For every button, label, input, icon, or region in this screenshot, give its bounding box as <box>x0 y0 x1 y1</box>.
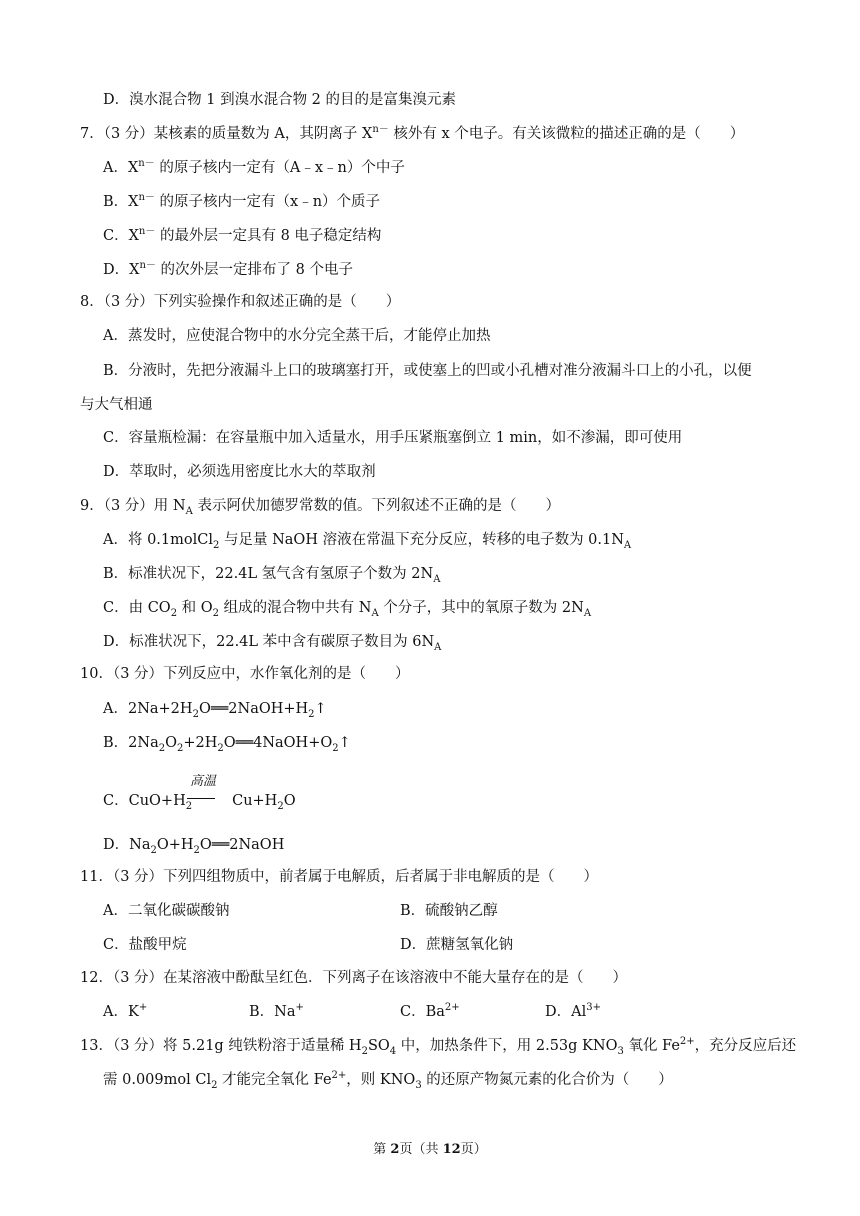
subscript: 2 <box>277 800 284 812</box>
total-pages: 12 <box>442 1142 461 1157</box>
question-9 <box>80 496 560 516</box>
text: O+H <box>156 837 194 853</box>
text: 表示阿伏加德罗常数的值。下列叙述不正确的是（ ） <box>192 498 560 514</box>
subscript: A <box>185 505 193 517</box>
text: SO <box>367 1038 390 1054</box>
q7-option-c <box>103 226 381 246</box>
q6-option-d <box>103 90 456 110</box>
text: 的次外层一定排布了 8 个电子 <box>155 262 353 278</box>
subscript: 2 <box>150 844 157 856</box>
q7-option-d <box>103 260 353 280</box>
question-10 <box>80 664 410 684</box>
superscript: + <box>295 1002 304 1014</box>
text: 中，加热条件下，用 2.53g KNO <box>396 1038 618 1054</box>
q8-option-b-cont <box>80 395 153 415</box>
footer-text: 页） <box>460 1142 487 1157</box>
superscript: 2+ <box>331 1070 347 1082</box>
text: O══2NaOH+H <box>198 701 309 717</box>
text: D．Al <box>545 1004 587 1020</box>
q8-option-b <box>103 361 752 381</box>
text: 需 0.009mol Cl <box>103 1072 212 1088</box>
text: 9．（3 分）用 N <box>80 498 186 514</box>
text: 的原子核内一定有（x﹣n）个质子 <box>154 194 381 210</box>
q9-option-d <box>103 632 441 652</box>
subscript: A <box>583 607 592 619</box>
text: 8．（3 分）下列实验操作和叙述正确的是（ ） <box>80 294 401 310</box>
text: B．Na <box>249 1004 296 1020</box>
text: +2H <box>183 735 218 751</box>
text: B．X <box>103 194 139 210</box>
q9-option-b <box>103 564 440 584</box>
text: B．硫酸钠乙醇 <box>400 903 498 919</box>
page-number: 2 <box>390 1142 400 1157</box>
q9-option-a <box>103 530 631 550</box>
subscript: 2 <box>212 607 220 619</box>
text: 的原子核内一定有（A﹣x﹣n）个中子 <box>154 160 405 176</box>
text: A．二氧化碳碳酸钠 <box>103 903 230 919</box>
superscript: 2+ <box>444 1002 460 1014</box>
text: ↑ <box>338 735 351 751</box>
text: C．由 CO <box>103 600 171 616</box>
text: 的最外层一定具有 8 电子稳定结构 <box>155 228 382 244</box>
text: 与大气相通 <box>80 397 153 413</box>
text: 核外有 x 个电子。有关该微粒的描述正确的是（ ） <box>388 126 745 142</box>
subscript: 2 <box>213 539 220 551</box>
subscript: 2 <box>361 1045 368 1057</box>
q9-option-c <box>103 598 591 618</box>
subscript: 2 <box>308 708 315 720</box>
text: B．分液时，先把分液漏斗上口的玻璃塞打开，或使塞上的凹或小孔槽对准分液漏斗口上的小孔，以便 <box>103 363 752 379</box>
text: A．X <box>103 160 139 176</box>
q10-option-b <box>103 733 351 753</box>
subscript: 2 <box>332 742 339 754</box>
subscript: A <box>434 641 442 653</box>
subscript: 2 <box>192 708 199 720</box>
text: C．Ba <box>400 1004 445 1020</box>
text: ，则 KNO <box>346 1072 416 1088</box>
subscript: A <box>433 573 441 585</box>
q10-option-d <box>103 835 284 855</box>
question-8 <box>80 292 400 312</box>
q11-option-b <box>400 901 498 921</box>
q8-option-d <box>103 462 376 482</box>
question-11 <box>80 867 598 887</box>
text: O══2NaOH <box>199 837 285 853</box>
superscript: n－ <box>139 260 156 272</box>
subscript: 2 <box>176 742 184 754</box>
superscript: + <box>138 1002 148 1014</box>
text: 与足量 NaOH 溶液在常温下充分反应，转移的电子数为 0.1N <box>219 532 624 548</box>
superscript: 3+ <box>586 1002 601 1014</box>
question-13 <box>80 1036 796 1056</box>
question-12 <box>80 968 627 988</box>
superscript: n－ <box>372 124 389 136</box>
text: C．CuO+H <box>103 793 186 809</box>
q11-option-d <box>400 935 513 955</box>
subscript: 2 <box>158 742 166 754</box>
q7-option-b <box>103 192 380 212</box>
subscript: 2 <box>170 607 178 619</box>
text: B．2Na <box>103 735 159 751</box>
text: O <box>165 735 177 751</box>
q12-option-b <box>249 1002 304 1022</box>
text: C．X <box>103 228 139 244</box>
superscript: n－ <box>138 192 155 204</box>
footer-text: 页（共 <box>399 1142 443 1157</box>
q11-option-c <box>103 935 187 955</box>
text: A．2Na+2H <box>103 701 193 717</box>
text: ↑ <box>314 701 327 717</box>
text: 才能完全氧化 Fe <box>217 1072 332 1088</box>
text: 11．（3 分）下列四组物质中，前者属于电解质，后者属于非电解质的是（ ） <box>80 869 599 885</box>
subscript: A <box>623 539 632 551</box>
page-footer <box>0 1138 860 1157</box>
text: 7．（3 分）某核素的质量数为 A，其阴离子 X <box>80 126 373 142</box>
q7-option-a <box>103 158 405 178</box>
superscript: n－ <box>138 226 156 238</box>
footer-text: 第 <box>373 1142 391 1157</box>
text: 12．（3 分）在某溶液中酚酞呈红色．下列离子在该溶液中不能大量存在的是（ ） <box>80 970 628 986</box>
text: D．溴水混合物 1 到溴水混合物 2 的目的是富集溴元素 <box>103 92 457 108</box>
q10-option-c <box>103 791 296 811</box>
subscript: 2 <box>217 742 224 754</box>
text: A．蒸发时，应使混合物中的水分完全蒸干后，才能停止加热 <box>103 328 491 344</box>
text: ，充分反应后还 <box>694 1038 797 1054</box>
text: 和 O <box>177 600 213 616</box>
question-13-cont <box>103 1070 673 1090</box>
q12-option-d <box>545 1002 601 1022</box>
text: Cu+H <box>232 793 278 809</box>
text: 个分子，其中的氧原子数为 2N <box>378 600 584 616</box>
text: O <box>283 793 296 809</box>
subscript: 2 <box>185 800 193 812</box>
question-7 <box>80 124 744 144</box>
text: D．蔗糖氢氧化钠 <box>400 937 514 953</box>
text: O══4NaOH+O <box>223 735 333 751</box>
text: D．标准状况下，22.4L 苯中含有碳原子数目为 6N <box>103 634 435 650</box>
q12-option-a <box>103 1002 147 1022</box>
q8-option-c <box>103 428 682 448</box>
subscript: 4 <box>389 1045 397 1057</box>
subscript: 2 <box>211 1079 218 1091</box>
text: 的还原产物氮元素的化合价为（ ） <box>421 1072 673 1088</box>
reaction-condition: 高温 <box>190 774 217 789</box>
q11-option-a <box>103 901 229 921</box>
text: A．K <box>103 1004 139 1020</box>
text: D．萃取时，必须选用密度比水大的萃取剂 <box>103 464 376 480</box>
text: 13．（3 分）将 5.21g 纯铁粉溶于适量稀 H <box>80 1038 362 1054</box>
superscript: n－ <box>138 158 155 170</box>
q12-option-c <box>400 1002 460 1022</box>
subscript: 3 <box>415 1079 422 1091</box>
text: 10．（3 分）下列反应中，水作氧化剂的是（ ） <box>80 666 410 682</box>
superscript: 2+ <box>679 1036 695 1048</box>
q8-option-a <box>103 326 490 346</box>
text: 氧化 Fe <box>623 1038 680 1054</box>
text: D．Na <box>103 837 151 853</box>
subscript: 2 <box>193 844 200 856</box>
text: B．标准状况下，22.4L 氢气含有氢原子个数为 2N <box>103 566 434 582</box>
text: 组成的混合物中共有 N <box>219 600 372 616</box>
text: C．容量瓶检漏：在容量瓶中加入适量水，用手压紧瓶塞倒立 1 min，如不渗漏，即可使用 <box>103 430 683 446</box>
subscript: 3 <box>617 1045 624 1057</box>
subscript: A <box>371 607 379 619</box>
q10-option-a <box>103 699 327 719</box>
text: D．X <box>103 262 140 278</box>
text: C．盐酸甲烷 <box>103 937 187 953</box>
text: A．将 0.1molCl <box>103 532 213 548</box>
